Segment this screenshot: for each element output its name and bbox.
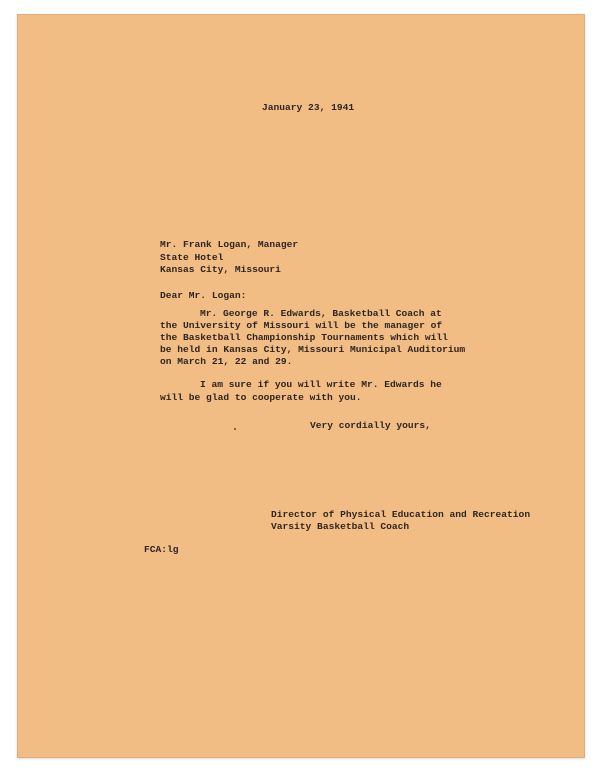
- typist-initials: FCA:lg: [144, 544, 179, 555]
- letter-date: January 23, 1941: [262, 102, 355, 113]
- recipient-line: State Hotel: [160, 252, 224, 263]
- recipient-line: Kansas City, Missouri: [160, 264, 281, 275]
- paragraph-line: will be glad to cooperate with you.: [160, 392, 362, 403]
- paper-speck: [234, 428, 236, 430]
- signature-title: Varsity Basketball Coach: [271, 521, 410, 532]
- paragraph-line: I am sure if you will write Mr. Edwards he: [200, 379, 442, 390]
- salutation: Dear Mr. Logan:: [160, 290, 247, 301]
- paragraph-line: be held in Kansas City, Missouri Municipal Auditorium: [160, 344, 466, 355]
- complimentary-closing: Very cordially yours,: [310, 420, 431, 431]
- paragraph-line: on March 21, 22 and 29.: [160, 356, 293, 367]
- paragraph-line: the University of Missouri will be the manager of: [160, 320, 443, 331]
- paragraph-line: Mr. George R. Edwards, Basketball Coach at: [200, 308, 442, 319]
- recipient-line: Mr. Frank Logan, Manager: [160, 239, 299, 250]
- paragraph-line: the Basketball Championship Tournaments which will: [160, 332, 448, 343]
- signature-title: Director of Physical Education and Recreation: [271, 509, 531, 520]
- letter-page: [17, 14, 585, 758]
